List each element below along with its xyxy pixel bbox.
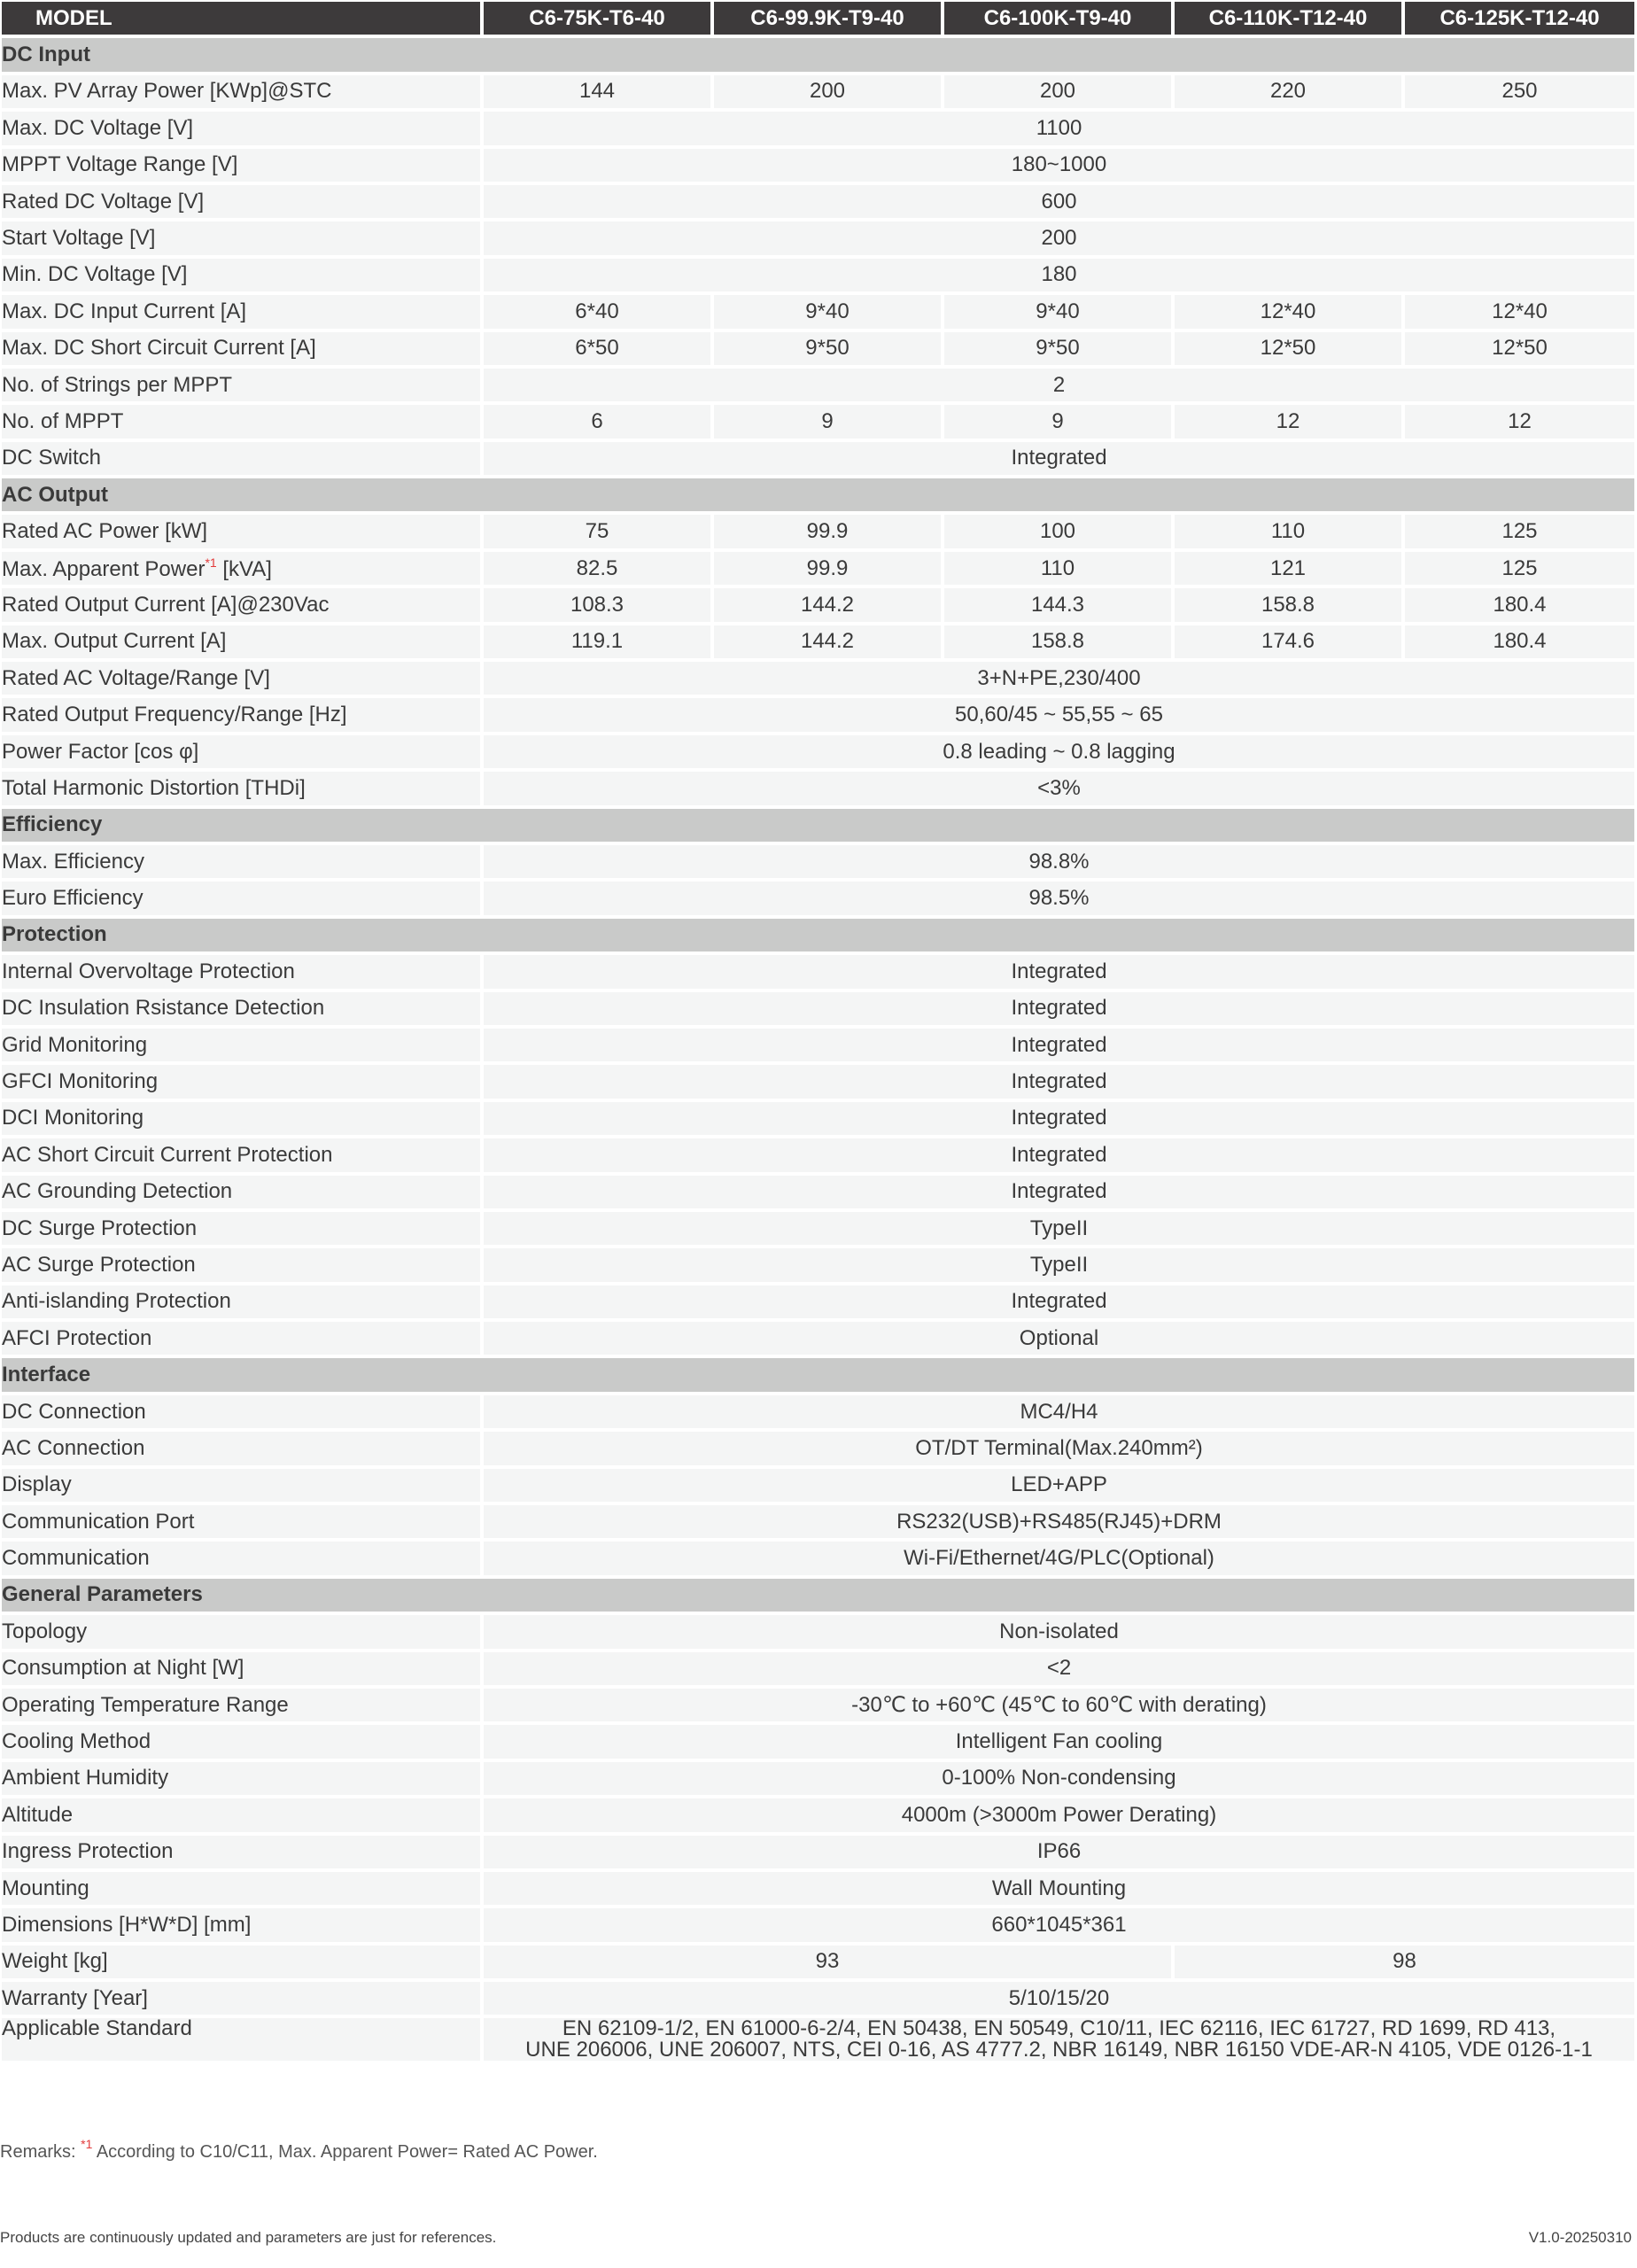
spec-label-text: Euro Efficiency <box>2 886 144 911</box>
spec-label-text: No. of MPPT <box>2 408 124 433</box>
spec-label-text: Dimensions [H*W*D] [mm] <box>2 1913 252 1937</box>
spec-value: 144.2 <box>714 625 941 658</box>
spec-value: Integrated <box>484 1285 1634 1318</box>
spec-label-text: DC Switch <box>2 446 102 470</box>
spec-label <box>2 442 480 475</box>
spec-label-text: MPPT Voltage Range [V] <box>2 152 238 177</box>
spec-value: 6 <box>484 405 710 438</box>
spec-row <box>2 221 1634 254</box>
spec-value: 6*40 <box>484 295 710 328</box>
spec-label <box>2 1432 480 1464</box>
spec-value: 180 <box>484 259 1634 291</box>
spec-row <box>2 1212 1634 1245</box>
spec-label <box>2 625 480 658</box>
spec-value: 121 <box>1175 552 1401 585</box>
spec-row <box>2 112 1634 144</box>
spec-label-text: AC Grounding Detection <box>2 1179 233 1204</box>
spec-label <box>2 992 480 1025</box>
spec-value: 2 <box>484 369 1634 401</box>
spec-row <box>2 1908 1634 1941</box>
spec-row <box>2 735 1634 768</box>
spec-value: 3+N+PE,230/400 <box>484 662 1634 695</box>
spec-label-text: Rated DC Voltage [V] <box>2 189 205 214</box>
spec-label <box>2 662 480 695</box>
spec-label <box>2 112 480 144</box>
spec-label-text: Internal Overvoltage Protection <box>2 959 295 983</box>
spec-value: LED+APP <box>484 1469 1634 1502</box>
spec-label <box>2 1322 480 1355</box>
spec-value: 99.9 <box>714 515 941 548</box>
spec-row <box>2 1029 1634 1061</box>
disclaimer: Products are continuously updated and parameters are just for references. <box>0 2229 497 2246</box>
spec-label <box>2 2018 480 2061</box>
spec-value: 220 <box>1175 75 1401 108</box>
spec-label-text: Min. DC Voltage [V] <box>2 262 188 287</box>
spec-value: 98.8% <box>484 845 1634 878</box>
spec-row <box>2 1432 1634 1464</box>
spec-label <box>2 259 480 291</box>
spec-label <box>2 332 480 365</box>
spec-label-text: Rated AC Power [kW] <box>2 519 208 544</box>
spec-label <box>2 588 480 621</box>
spec-row <box>2 1798 1634 1831</box>
spec-label-text: Cooling Method <box>2 1729 151 1754</box>
spec-label-text: Mounting <box>2 1876 89 1900</box>
spec-label-text: Max. DC Short Circuit Current [A] <box>2 336 316 361</box>
spec-label-text: AC Connection <box>2 1435 145 1460</box>
spec-row <box>2 1946 1634 1978</box>
spec-label <box>2 1652 480 1685</box>
spec-label <box>2 955 480 988</box>
spec-value: 180.4 <box>1405 625 1634 658</box>
spec-value: 144.2 <box>714 588 941 621</box>
spec-label <box>2 1285 480 1318</box>
spec-label <box>2 1798 480 1831</box>
spec-label-text: Operating Temperature Range <box>2 1692 289 1717</box>
section-title: Efficiency <box>2 809 1634 842</box>
section-row <box>2 38 1634 71</box>
spec-row <box>2 1689 1634 1721</box>
spec-value: IP66 <box>484 1836 1634 1868</box>
section-row <box>2 1358 1634 1391</box>
spec-label <box>2 75 480 108</box>
spec-label <box>2 1469 480 1502</box>
spec-label <box>2 1908 480 1941</box>
spec-value: 158.8 <box>1175 588 1401 621</box>
spec-row <box>2 75 1634 108</box>
spec-value: 144 <box>484 75 710 108</box>
spec-label <box>2 185 480 218</box>
spec-value: Optional <box>484 1322 1634 1355</box>
spec-label <box>2 1872 480 1905</box>
spec-value: Intelligent Fan cooling <box>484 1725 1634 1758</box>
spec-label-text: Applicable Standard <box>2 2016 192 2041</box>
spec-label <box>2 1982 480 2015</box>
spec-label-text: Grid Monitoring <box>2 1032 148 1057</box>
spec-value: 180.4 <box>1405 588 1634 621</box>
spec-label <box>2 1138 480 1171</box>
model-header: C6-75K-T6-40 <box>484 2 710 35</box>
spec-label <box>2 1725 480 1758</box>
version-label: V1.0-20250310 <box>1528 2229 1632 2246</box>
spec-value: 9*50 <box>714 332 941 365</box>
spec-value: -30℃ to +60℃ (45℃ to 60℃ with derating) <box>484 1689 1634 1721</box>
spec-label-text: Altitude <box>2 1802 74 1827</box>
spec-row <box>2 1395 1634 1428</box>
spec-row <box>2 1248 1634 1281</box>
spec-row <box>2 442 1634 475</box>
spec-label-text: Rated Output Current [A]@230Vac <box>2 592 330 617</box>
spec-row <box>2 1285 1634 1318</box>
remarks <box>0 2137 598 2163</box>
spec-value: 9*40 <box>944 295 1171 328</box>
spec-value: 100 <box>944 515 1171 548</box>
spec-value: Wi-Fi/Ethernet/4G/PLC(Optional) <box>484 1542 1634 1574</box>
spec-label-text: Total Harmonic Distortion [THDi] <box>2 775 306 800</box>
footnote-marker: *1 <box>81 2137 93 2151</box>
spec-label <box>2 295 480 328</box>
spec-label <box>2 369 480 401</box>
model-header: C6-99.9K-T9-40 <box>714 2 941 35</box>
spec-row <box>2 1652 1634 1685</box>
spec-row <box>2 1725 1634 1758</box>
spec-row <box>2 1872 1634 1905</box>
model-header: C6-125K-T12-40 <box>1405 2 1634 35</box>
spec-value: Integrated <box>484 1065 1634 1098</box>
spec-row <box>2 259 1634 291</box>
spec-row <box>2 2018 1634 2061</box>
spec-value: Integrated <box>484 1176 1634 1208</box>
spec-label-text: Consumption at Night [W] <box>2 1656 244 1681</box>
spec-value: <2 <box>484 1652 1634 1685</box>
spec-value: 200 <box>714 75 941 108</box>
section-title: Protection <box>2 919 1634 951</box>
spec-label-text: DC Connection <box>2 1399 146 1424</box>
spec-value: Non-isolated <box>484 1615 1634 1648</box>
spec-value: 110 <box>1175 515 1401 548</box>
spec-value: 12*40 <box>1405 295 1634 328</box>
spec-row <box>2 1762 1634 1795</box>
spec-label-text: Communication <box>2 1546 150 1571</box>
model-header: C6-100K-T9-40 <box>944 2 1171 35</box>
spec-row <box>2 1836 1634 1868</box>
spec-value: 0-100% Non-condensing <box>484 1762 1634 1795</box>
spec-value: 12*40 <box>1175 295 1401 328</box>
spec-label-suffix: [kVA] <box>216 557 272 582</box>
spec-value: TypeII <box>484 1248 1634 1281</box>
spec-label <box>2 1395 480 1428</box>
spec-label-text: Start Voltage [V] <box>2 226 156 251</box>
spec-row <box>2 1176 1634 1208</box>
model-header: C6-110K-T12-40 <box>1175 2 1401 35</box>
spec-row <box>2 185 1634 218</box>
spec-value: 98 <box>1175 1946 1634 1978</box>
spec-label <box>2 1248 480 1281</box>
spec-label <box>2 405 480 438</box>
spec-value: Wall Mounting <box>484 1872 1634 1905</box>
spec-label-text: Rated Output Frequency/Range [Hz] <box>2 703 347 727</box>
section-row <box>2 919 1634 951</box>
spec-value: 180~1000 <box>484 149 1634 182</box>
spec-label <box>2 1505 480 1538</box>
spec-label-text: Communication Port <box>2 1509 195 1534</box>
spec-label-text: Rated AC Voltage/Range [V] <box>2 665 270 690</box>
section-row <box>2 1579 1634 1612</box>
section-row <box>2 809 1634 842</box>
spec-label-text: Max. Output Current [A] <box>2 629 227 654</box>
spec-value: 5/10/15/20 <box>484 1982 1634 2015</box>
spec-label <box>2 882 480 914</box>
spec-row <box>2 1065 1634 1098</box>
spec-value-line: EN 62109-1/2, EN 61000-6-2/4, EN 50438, EN 50549, C10/11, IEC 62116, IEC 61727, RD 1699, RD 413, <box>562 2016 1556 2041</box>
spec-value: 600 <box>484 185 1634 218</box>
spec-value: 250 <box>1405 75 1634 108</box>
spec-value: 12 <box>1175 405 1401 438</box>
spec-value: OT/DT Terminal(Max.240mm²) <box>484 1432 1634 1464</box>
spec-label <box>2 552 480 585</box>
spec-row <box>2 772 1634 804</box>
section-title: General Parameters <box>2 1579 1634 1612</box>
spec-label <box>2 1029 480 1061</box>
spec-label <box>2 515 480 548</box>
spec-value: Integrated <box>484 1102 1634 1135</box>
model-header-label: MODEL <box>2 2 480 35</box>
spec-row <box>2 1505 1634 1538</box>
model-header-row <box>2 2 1634 35</box>
spec-row <box>2 698 1634 731</box>
spec-label <box>2 1065 480 1098</box>
remarks-text: According to C10/C11, Max. Apparent Power= Rated AC Power. <box>92 2142 598 2162</box>
spec-value: 0.8 leading ~ 0.8 lagging <box>484 735 1634 768</box>
spec-value: 125 <box>1405 515 1634 548</box>
spec-label <box>2 845 480 878</box>
spec-value: 110 <box>944 552 1171 585</box>
spec-value: 82.5 <box>484 552 710 585</box>
spec-label <box>2 1212 480 1245</box>
spec-row <box>2 369 1634 401</box>
spec-value: 9 <box>944 405 1171 438</box>
spec-value: 200 <box>484 221 1634 254</box>
spec-row <box>2 1138 1634 1171</box>
spec-label <box>2 1836 480 1868</box>
spec-value: 93 <box>484 1946 1171 1978</box>
spec-label-text: GFCI Monitoring <box>2 1069 159 1094</box>
spec-row <box>2 662 1634 695</box>
spec-value: 144.3 <box>944 588 1171 621</box>
spec-value: TypeII <box>484 1212 1634 1245</box>
spec-row <box>2 588 1634 621</box>
section-title: AC Output <box>2 478 1634 511</box>
spec-row <box>2 332 1634 365</box>
spec-label <box>2 221 480 254</box>
spec-value: 158.8 <box>944 625 1171 658</box>
spec-label-text: Max. Apparent Power <box>2 557 206 582</box>
spec-row <box>2 405 1634 438</box>
spec-row <box>2 625 1634 658</box>
section-title: DC Input <box>2 38 1634 71</box>
spec-row <box>2 1102 1634 1135</box>
spec-label-text: Max. Efficiency <box>2 849 144 874</box>
spec-label <box>2 1689 480 1721</box>
spec-value: 125 <box>1405 552 1634 585</box>
spec-value: 200 <box>944 75 1171 108</box>
spec-row <box>2 1615 1634 1648</box>
spec-row <box>2 882 1634 914</box>
spec-label-text: Display <box>2 1472 72 1497</box>
spec-label-text: Max. DC Voltage [V] <box>2 115 194 140</box>
spec-label <box>2 735 480 768</box>
spec-row <box>2 992 1634 1025</box>
spec-body <box>2 38 1634 2061</box>
spec-label <box>2 1762 480 1795</box>
spec-value: 174.6 <box>1175 625 1401 658</box>
spec-value: 12 <box>1405 405 1634 438</box>
spec-value: <3% <box>484 772 1634 804</box>
section-title: Interface <box>2 1358 1634 1391</box>
spec-value: Integrated <box>484 1138 1634 1171</box>
spec-value-line: UNE 206006, UNE 206007, NTS, CEI 0-16, AS 4777.2, NBR 16149, NBR 16150 VDE-AR-N 4105, VDE 0126-1-1 <box>525 2038 1593 2062</box>
spec-value: 4000m (>3000m Power Derating) <box>484 1798 1634 1831</box>
spec-value: 1100 <box>484 112 1634 144</box>
spec-row <box>2 1542 1634 1574</box>
spec-row <box>2 295 1634 328</box>
spec-value: 98.5% <box>484 882 1634 914</box>
spec-value: 119.1 <box>484 625 710 658</box>
spec-value: 99.9 <box>714 552 941 585</box>
spec-row <box>2 515 1634 548</box>
spec-value: Integrated <box>484 442 1634 475</box>
spec-row <box>2 1469 1634 1502</box>
spec-label-text: DC Surge Protection <box>2 1216 198 1240</box>
spec-label-text: Warranty [Year] <box>2 1985 148 2010</box>
spec-label <box>2 149 480 182</box>
spec-label-text: Max. PV Array Power [KWp]@STC <box>2 79 332 104</box>
spec-value: 6*50 <box>484 332 710 365</box>
spec-label <box>2 772 480 804</box>
spec-label <box>2 1102 480 1135</box>
spec-value: 660*1045*361 <box>484 1908 1634 1941</box>
spec-value: 9*50 <box>944 332 1171 365</box>
spec-label-text: DCI Monitoring <box>2 1106 144 1130</box>
spec-row <box>2 1982 1634 2015</box>
spec-value: 108.3 <box>484 588 710 621</box>
footnote-marker: *1 <box>205 555 217 571</box>
spec-label-text: AC Short Circuit Current Protection <box>2 1142 333 1167</box>
spec-row <box>2 552 1634 585</box>
spec-label-text: Ingress Protection <box>2 1839 174 1864</box>
spec-value: 12*50 <box>1175 332 1401 365</box>
spec-label-text: AC Surge Protection <box>2 1252 196 1277</box>
spec-label-text: Topology <box>2 1619 88 1643</box>
spec-row <box>2 149 1634 182</box>
spec-value: Integrated <box>484 1029 1634 1061</box>
spec-label-text: DC Insulation Rsistance Detection <box>2 996 325 1021</box>
spec-value <box>484 2018 1634 2061</box>
spec-label <box>2 1542 480 1574</box>
spec-label <box>2 698 480 731</box>
spec-value: Integrated <box>484 992 1634 1025</box>
spec-value: MC4/H4 <box>484 1395 1634 1428</box>
spec-value: 9*40 <box>714 295 941 328</box>
spec-value: 50,60/45 ~ 55,55 ~ 65 <box>484 698 1634 731</box>
spec-value: 75 <box>484 515 710 548</box>
spec-label <box>2 1615 480 1648</box>
spec-value: 9 <box>714 405 941 438</box>
section-row <box>2 478 1634 511</box>
spec-label-text: AFCI Protection <box>2 1325 152 1350</box>
spec-row <box>2 845 1634 878</box>
spec-row <box>2 955 1634 988</box>
spec-label-text: Weight [kg] <box>2 1949 108 1974</box>
spec-value: Integrated <box>484 955 1634 988</box>
remarks-prefix: Remarks: <box>0 2142 81 2162</box>
spec-label-text: Ambient Humidity <box>2 1766 169 1790</box>
spec-label-text: No. of Strings per MPPT <box>2 372 233 397</box>
spec-label-text: Anti-islanding Protection <box>2 1289 231 1314</box>
spec-value: 12*50 <box>1405 332 1634 365</box>
spec-label-text: Power Factor [cos φ] <box>2 739 199 764</box>
spec-label-text: Max. DC Input Current [A] <box>2 299 247 323</box>
spec-row <box>2 1322 1634 1355</box>
spec-label <box>2 1946 480 1978</box>
spec-value: RS232(USB)+RS485(RJ45)+DRM <box>484 1505 1634 1538</box>
spec-label <box>2 1176 480 1208</box>
